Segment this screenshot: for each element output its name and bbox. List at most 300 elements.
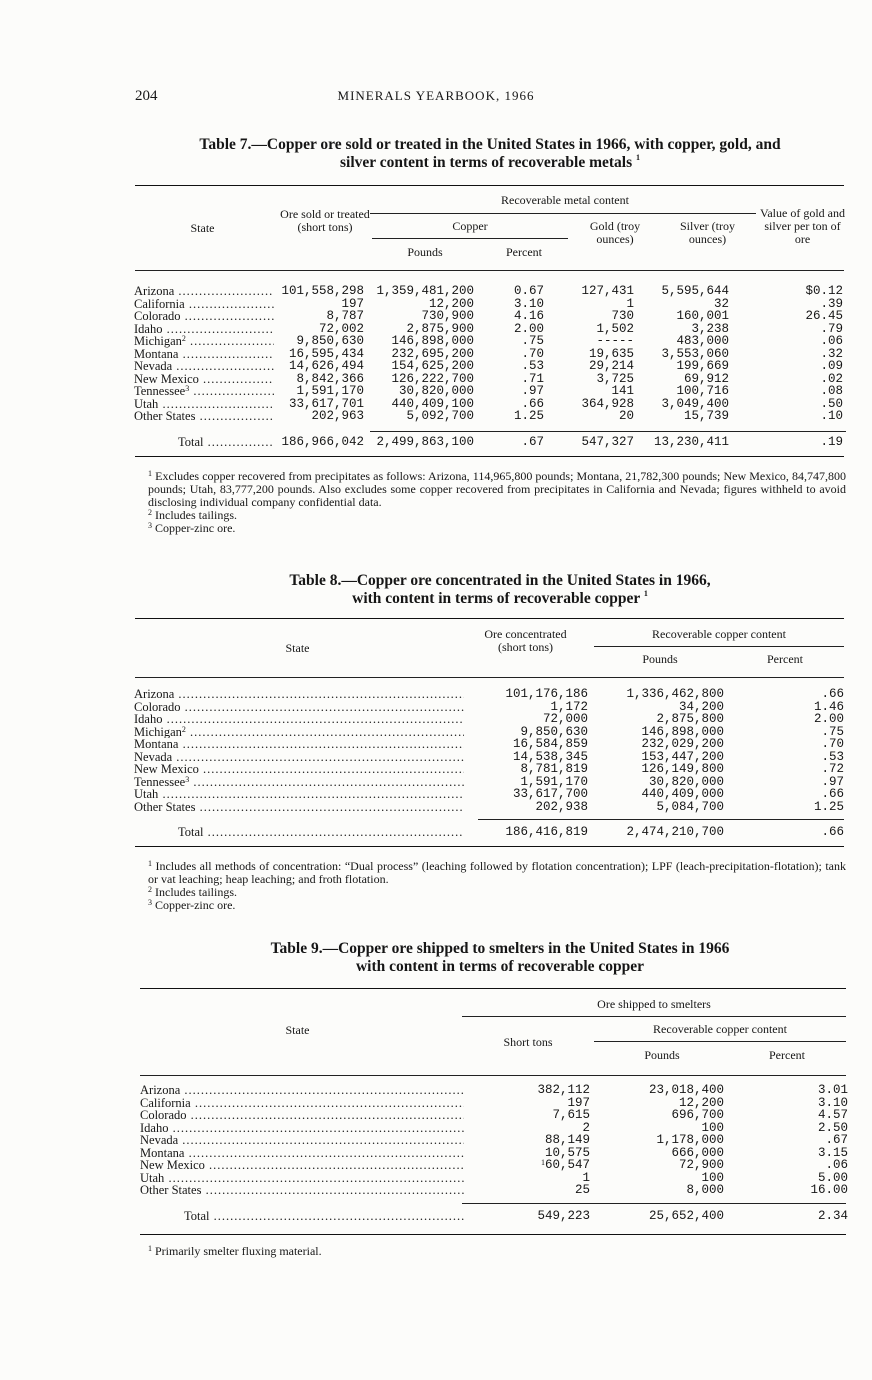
table-row [134, 713, 844, 726]
state-cell [134, 385, 274, 398]
t8-hdr-ore: Ore concentrated (short tons) [484, 627, 567, 654]
percent-cell: 0.67 [513, 285, 544, 298]
t8-fn3: Copper-zinc ore. [155, 898, 236, 912]
tons-cell [464, 1097, 590, 1110]
value-cell: .06 [820, 335, 843, 348]
state-name: Arizona ..... [134, 285, 274, 298]
silver-cell: 32 [713, 297, 729, 310]
table-row [140, 1159, 848, 1172]
percent-cell: 1.46 [813, 700, 844, 713]
table-row [134, 751, 844, 764]
table-row [140, 1134, 848, 1147]
table9-title-line1: Table 9.—Copper ore shipped to smelters in the United States in 1966 [270, 940, 730, 957]
table-row [134, 385, 843, 398]
percent-cell: 4.57 [817, 1109, 848, 1122]
state-cell [134, 713, 464, 726]
t9-hdr-shipped: Ore shipped to smelters [597, 997, 711, 1011]
tons-value: 382,112 [537, 1084, 590, 1097]
table7-title [130, 136, 850, 172]
value-cell: .39 [820, 297, 843, 310]
percent-cell: .75 [821, 725, 844, 738]
table9-title-line2: with content in terms of recoverable copper [355, 958, 645, 975]
state-name: Nevada ..... [140, 1134, 464, 1147]
state-cell [134, 323, 274, 336]
percent-cell: .71 [521, 372, 544, 385]
percent-cell: 2.00 [813, 713, 844, 726]
page-number: 204 [135, 88, 158, 104]
tons-cell [464, 1109, 590, 1122]
tons-cell [464, 1184, 590, 1197]
percent-cell: .53 [821, 750, 844, 763]
state-name: Idaho ..... [134, 713, 464, 726]
leader-dots [189, 385, 274, 398]
table7-body [134, 285, 843, 423]
ore-cell: 14,626,494 [288, 360, 364, 373]
t7-fn3-mark: 3 [148, 521, 152, 530]
t7-hdr-ore: Ore sold or treated (short tons) [280, 207, 370, 234]
silver-cell: 199,669 [676, 360, 729, 373]
table-row [140, 1097, 848, 1110]
pounds-cell: 1,178,000 [656, 1134, 724, 1147]
state-cell [134, 373, 274, 386]
value-cell: .08 [820, 385, 843, 398]
table-row [140, 1109, 848, 1122]
state-cell [140, 1159, 464, 1172]
table9-total [140, 1208, 848, 1224]
t8-hdr-recoverable: Recoverable copper content [652, 627, 786, 641]
state-name: Tennessee [134, 385, 186, 398]
state-footnote-mark: 2 [181, 335, 186, 343]
percent-cell: 3.15 [817, 1146, 848, 1159]
t7-fn2-mark: 2 [148, 508, 152, 517]
state-name: Colorado ..... [140, 1109, 464, 1122]
state-cell [140, 1134, 464, 1147]
gold-cell: 1,502 [596, 322, 634, 335]
pounds-cell: 232,695,200 [391, 347, 474, 360]
value-cell: .10 [820, 410, 843, 423]
state-name: California ..... [140, 1097, 464, 1110]
t8-fn1-mark: 1 [148, 859, 152, 868]
percent-cell: .67 [825, 1134, 848, 1147]
ore-cell: 9,850,630 [296, 335, 364, 348]
table8-title-line1: Table 8.—Copper ore concentrated in the United States in 1966, [289, 572, 711, 589]
state-name: Arizona ..... [140, 1084, 464, 1097]
silver-cell: 160,001 [676, 310, 729, 323]
table-row [134, 373, 843, 386]
value-cell: .32 [820, 347, 843, 360]
percent-cell: 3.01 [817, 1084, 848, 1097]
ore-cell: 14,538,345 [512, 750, 588, 763]
state-cell [134, 801, 464, 814]
tons-value: 7,615 [552, 1109, 590, 1122]
table-row [134, 398, 843, 411]
t7-hdr-recoverable: Recoverable metal content [501, 193, 629, 207]
table-row [134, 801, 844, 814]
table7-total-pounds: 2,499,863,100 [376, 435, 474, 449]
ore-cell: 1,591,170 [296, 385, 364, 398]
table-row [134, 688, 844, 701]
gold-cell: 20 [618, 410, 634, 423]
ore-cell: 101,176,186 [505, 688, 588, 701]
table-row [134, 410, 843, 423]
tons-cell [464, 1134, 590, 1147]
pounds-cell: 146,898,000 [391, 335, 474, 348]
table-row [134, 776, 844, 789]
value-cell: .79 [820, 322, 843, 335]
table7-title-line1: Table 7.—Copper ore sold or treated in the United States in 1966, with copper, gold, and [199, 136, 781, 153]
t7-fn2: Includes tailings. [155, 508, 237, 522]
state-footnote-mark: 3 [185, 775, 190, 784]
t7-hdr-silver: Silver (troy ounces) [680, 219, 735, 246]
ore-cell: 8,781,819 [520, 763, 588, 776]
table-row [134, 763, 844, 776]
silver-cell: 5,595,644 [661, 285, 729, 298]
table7-total [134, 434, 843, 450]
state-cell [140, 1147, 464, 1160]
table8-total-ore: 186,416,819 [505, 825, 588, 839]
table-row [134, 738, 844, 751]
percent-cell: 1.25 [813, 800, 844, 813]
tons-value: 60,547 [544, 1159, 590, 1172]
percent-cell: 16.00 [810, 1184, 848, 1197]
pounds-cell: 666,000 [671, 1146, 724, 1159]
pounds-cell: 126,222,700 [391, 372, 474, 385]
table7-total-label: Total ..... [134, 434, 274, 450]
percent-cell: 5.00 [817, 1171, 848, 1184]
state-name: Other States ..... [134, 801, 464, 814]
value-cell: 26.45 [805, 310, 843, 323]
table7-total-ore: 186,966,042 [281, 435, 364, 449]
state-name: Utah ..... [134, 788, 464, 801]
percent-cell: .75 [521, 335, 544, 348]
state-name: Montana ..... [140, 1147, 464, 1160]
table-row [134, 788, 844, 801]
state-name: Utah ..... [134, 398, 274, 411]
table8-title-note: 1 [643, 589, 648, 598]
table7-total-silver: 13,230,411 [653, 435, 729, 449]
state-name: California ..... [134, 298, 274, 311]
percent-cell: 2.50 [817, 1121, 848, 1134]
t9-hdr-percent: Percent [769, 1048, 805, 1062]
silver-cell: 15,739 [683, 410, 729, 423]
state-name: Colorado ..... [134, 701, 464, 714]
state-name: Other States ..... [140, 1184, 464, 1197]
table8-total-percent: .66 [821, 825, 844, 839]
table-row [140, 1084, 848, 1097]
table8-title [140, 572, 860, 608]
tons-value: 197 [567, 1096, 590, 1109]
table9-total-pounds: 25,652,400 [648, 1209, 724, 1223]
t7-hdr-pounds: Pounds [407, 245, 443, 259]
pounds-cell: 153,447,200 [641, 750, 724, 763]
state-cell [134, 788, 464, 801]
t7-fn1: Excludes copper recovered from precipitates as follows: Arizona, 114,965,800 pounds; Montana, 21,782,300 pounds; New Mexico, 84,747,800 pounds; Utah, 83,777,200 pounds. Also excludes some copper recovered from precipitates in California and Nevada; figures withheld to avoid disclosing individual company confidential data. [148, 469, 847, 509]
state-cell [134, 398, 274, 411]
percent-cell: .06 [825, 1159, 848, 1172]
t8-hdr-state: State [285, 641, 310, 655]
tons-cell [464, 1084, 590, 1097]
state-footnote-mark: 2 [181, 725, 186, 734]
state-cell [140, 1109, 464, 1122]
state-cell [134, 751, 464, 764]
leader-dots [189, 776, 464, 789]
pounds-cell: 8,000 [686, 1184, 724, 1197]
state-name: Idaho ..... [140, 1122, 464, 1135]
silver-cell: 3,553,060 [661, 347, 729, 360]
gold-cell: 730 [611, 310, 634, 323]
pounds-cell: 5,092,700 [406, 410, 474, 423]
silver-cell: 69,912 [683, 372, 729, 385]
pounds-cell: 126,149,800 [641, 763, 724, 776]
table-row [134, 348, 843, 361]
percent-cell: .70 [821, 738, 844, 751]
state-name: New Mexico ..... [134, 373, 274, 386]
ore-cell: 202,938 [535, 800, 588, 813]
state-cell [140, 1084, 464, 1097]
table-row [134, 285, 843, 298]
ore-cell: 8,842,366 [296, 372, 364, 385]
t7-hdr-value: Value of gold and silver per ton of ore [760, 206, 845, 246]
t9-hdr-short-tons: Short tons [503, 1035, 553, 1049]
tons-value: 2 [582, 1121, 590, 1134]
state-name: Utah ..... [140, 1172, 464, 1185]
table7-total-value: .19 [820, 435, 843, 449]
pounds-cell: 12,200 [428, 297, 474, 310]
tons-cell [464, 1147, 590, 1160]
pounds-cell: 72,900 [678, 1159, 724, 1172]
t9-hdr-pounds: Pounds [644, 1048, 680, 1062]
tons-value: 88,149 [544, 1134, 590, 1147]
table7-total-gold: 547,327 [581, 435, 634, 449]
state-footnote-mark: 3 [185, 385, 190, 393]
pounds-cell: 30,820,000 [648, 775, 724, 788]
state-name: New Mexico ..... [134, 763, 464, 776]
t9-hdr-recoverable: Recoverable copper content [653, 1022, 787, 1036]
state-cell [134, 360, 274, 373]
state-cell [134, 348, 274, 361]
table-row [134, 701, 844, 714]
percent-cell: .66 [821, 788, 844, 801]
pounds-cell: 2,875,800 [656, 713, 724, 726]
state-name: Michigan [134, 335, 182, 348]
value-cell: .02 [820, 372, 843, 385]
state-cell [134, 688, 464, 701]
leader-dots [186, 726, 464, 739]
table-row [134, 298, 843, 311]
silver-cell: 100,716 [676, 385, 729, 398]
pounds-cell: 23,018,400 [648, 1084, 724, 1097]
state-name: Idaho ..... [134, 323, 274, 336]
t7-fn3: Copper-zinc ore. [155, 521, 236, 535]
table7-title-line2: silver content in terms of recoverable metals [340, 154, 633, 171]
pounds-cell: 5,084,700 [656, 800, 724, 813]
value-cell: .09 [820, 360, 843, 373]
percent-cell: 3.10 [817, 1096, 848, 1109]
silver-cell: 483,000 [676, 335, 729, 348]
state-name: Montana ..... [134, 738, 464, 751]
ore-cell: 197 [341, 297, 364, 310]
t9-hdr-state: State [285, 1023, 310, 1037]
tons-cell [464, 1172, 590, 1185]
table9-footnotes [134, 1245, 846, 1258]
t9-fn1: Primarily smelter fluxing material. [155, 1244, 322, 1258]
state-cell [140, 1097, 464, 1110]
tons-value: 25 [574, 1184, 590, 1197]
state-cell [134, 310, 274, 323]
table8-total-row [134, 824, 844, 840]
table9-total-row [140, 1208, 848, 1224]
pounds-cell: 100 [701, 1171, 724, 1184]
t8-hdr-percent: Percent [767, 652, 803, 666]
state-cell [134, 776, 464, 789]
gold-cell: 1 [626, 297, 634, 310]
gold-cell: 29,214 [588, 360, 634, 373]
ore-cell: 16,584,859 [512, 738, 588, 751]
ore-cell: 72,002 [318, 322, 364, 335]
state-cell [134, 763, 464, 776]
state-cell [134, 738, 464, 751]
tons-cell [464, 1122, 590, 1135]
value-cell: $0.12 [805, 285, 843, 298]
pounds-cell: 34,200 [678, 700, 724, 713]
t7-hdr-percent: Percent [506, 245, 542, 259]
tons-value: 1 [582, 1171, 590, 1184]
table-row [134, 310, 843, 323]
pounds-cell: 440,409,100 [391, 397, 474, 410]
table9-total-tons: 549,223 [537, 1209, 590, 1223]
table-row [134, 335, 843, 348]
table8-footnotes [134, 860, 846, 912]
gold-cell: 19,635 [588, 347, 634, 360]
tons-cell [464, 1159, 590, 1172]
table8-body [134, 688, 844, 813]
t8-fn1: Includes all methods of concentration: “Dual process” (leaching followed by flotation concentration); LPF (leach-precipitation-flotation); tank or vat leaching; heap leaching; and froth flotation. [148, 859, 846, 886]
table8-total-pounds: 2,474,210,700 [626, 825, 724, 839]
state-name: Arizona ..... [134, 688, 464, 701]
percent-cell: 1.25 [513, 410, 544, 423]
leader-dots [186, 335, 274, 348]
state-cell [140, 1122, 464, 1135]
gold-cell: 364,928 [581, 397, 634, 410]
table-row [140, 1172, 848, 1185]
ore-cell: 1,591,170 [520, 775, 588, 788]
pounds-cell: 232,029,200 [641, 738, 724, 751]
percent-cell: .66 [821, 688, 844, 701]
state-name: Colorado ..... [134, 310, 274, 323]
state-name: Nevada ..... [134, 751, 464, 764]
table9-total-label: Total ..... [140, 1208, 464, 1224]
state-cell [140, 1172, 464, 1185]
state-cell [140, 1184, 464, 1197]
t7-hdr-state: State [190, 221, 215, 235]
tons-footnote-mark: 1 [540, 1159, 545, 1167]
pounds-cell: 440,409,000 [641, 788, 724, 801]
t7-hdr-copper: Copper [452, 219, 488, 233]
t7-fn1-mark: 1 [148, 469, 152, 478]
ore-cell: 72,000 [542, 713, 588, 726]
state-name: Other States ..... [134, 410, 274, 423]
table8-total-label: Total ..... [134, 824, 464, 840]
ore-cell: 1,172 [550, 700, 588, 713]
pounds-cell: 1,336,462,800 [626, 688, 724, 701]
state-cell [134, 298, 274, 311]
table-row [140, 1122, 848, 1135]
pounds-cell: 696,700 [671, 1109, 724, 1122]
gold-cell: ----- [596, 335, 634, 348]
pounds-cell: 1,359,481,200 [376, 285, 474, 298]
state-cell [134, 701, 464, 714]
ore-cell: 202,963 [311, 410, 364, 423]
running-title: MINERALS YEARBOOK, 1966 [337, 88, 535, 103]
table-row [134, 323, 843, 336]
table-row [140, 1147, 848, 1160]
state-name: Tennessee [134, 775, 186, 788]
percent-cell: .97 [521, 385, 544, 398]
pounds-cell: 154,625,200 [391, 360, 474, 373]
gold-cell: 3,725 [596, 372, 634, 385]
state-name: New Mexico ..... [140, 1159, 464, 1172]
percent-cell: .97 [821, 775, 844, 788]
table9-total-percent: 2.34 [817, 1209, 848, 1223]
percent-cell: .70 [521, 347, 544, 360]
table8-title-line2: with content in terms of recoverable copper [352, 590, 640, 607]
pounds-cell: 100 [701, 1121, 724, 1134]
pounds-cell: 730,900 [421, 310, 474, 323]
t8-fn3-mark: 3 [148, 898, 152, 907]
ore-cell: 33,617,700 [512, 788, 588, 801]
pounds-cell: 12,200 [678, 1096, 724, 1109]
pounds-cell: 2,875,900 [406, 322, 474, 335]
percent-cell: 3.10 [513, 297, 544, 310]
state-cell [134, 726, 464, 739]
percent-cell: .66 [521, 397, 544, 410]
table7-total-row [134, 434, 843, 450]
pounds-cell: 30,820,000 [398, 385, 474, 398]
percent-cell: 4.16 [513, 310, 544, 323]
t8-fn2: Includes tailings. [155, 885, 237, 899]
percent-cell: 2.00 [513, 322, 544, 335]
state-cell [134, 335, 274, 348]
state-cell [134, 285, 274, 298]
ore-cell: 33,617,701 [288, 397, 364, 410]
state-cell [134, 410, 274, 423]
gold-cell: 127,431 [581, 285, 634, 298]
ore-cell: 9,850,630 [520, 725, 588, 738]
state-name: Michigan [134, 725, 182, 738]
percent-cell: .72 [821, 763, 844, 776]
tons-value: 10,575 [544, 1146, 590, 1159]
t8-fn2-mark: 2 [148, 885, 152, 894]
table9-title [140, 940, 860, 976]
ore-cell: 16,595,434 [288, 347, 364, 360]
state-name: Montana ..... [134, 348, 274, 361]
ore-cell: 101,558,298 [281, 285, 364, 298]
table9-body [140, 1084, 848, 1197]
value-cell: .50 [820, 397, 843, 410]
silver-cell: 3,049,400 [661, 397, 729, 410]
table8-total [134, 824, 844, 840]
t9-fn1-mark: 1 [148, 1244, 152, 1253]
table-row [134, 360, 843, 373]
table7-title-note: 1 [636, 153, 640, 162]
ore-cell: 8,787 [326, 310, 364, 323]
silver-cell: 3,238 [691, 322, 729, 335]
pounds-cell: 146,898,000 [641, 725, 724, 738]
gold-cell: 141 [611, 385, 634, 398]
percent-cell: .53 [521, 360, 544, 373]
table-row [134, 726, 844, 739]
state-name: Nevada ..... [134, 360, 274, 373]
